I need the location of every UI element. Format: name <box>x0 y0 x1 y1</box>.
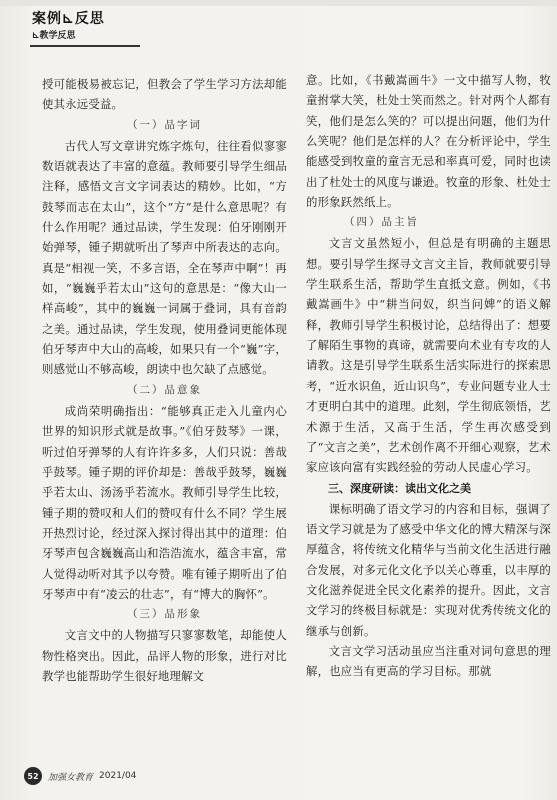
column-title: 案例⊾反思 <box>32 11 105 27</box>
paragraph-theme: 文言文虽然短小，但总是有明确的主题思想。要引导学生探寻文言文主旨，教师就要引导学生联系生活，帮助学生直抵文意。例如，《书戴嵩画牛》中“耕当问奴，织当问婢”的语义解释，教师引导学生积极讨论，总结得出了：想要了解陌生事物的真谛，就需要向术业有专攻的人请教。这是引导学生联系生活实际进行的探索思考，“近水识鱼，近山识鸟”，专业问题专业人士才更明白其中的道理。此刻，学生彻底领悟，艺术源于生活，又高于生活，学生再次感受到了“文言之美”，艺术创作离不开细心观察，艺术家应该向富有实践经验的劳动人民虚心学习。 <box>306 236 551 475</box>
magazine-name: 加强女教育 <box>48 772 94 783</box>
paragraph-imagery: 成尚荣明确指出：“能够真正走入儿童内心世界的知识形式就是故事。”《伯牙鼓琴》一课，听过伯牙弹琴的人有许许多多，人们只说：善哉乎鼓琴。锺子期的评价却是：善哉乎鼓琴，巍巍乎若太山、汤汤乎若流水。教师引导学生比较，锺子期的赞叹和人们的赞叹有什么不同？学生展开热烈讨论，经过深入探讨得出其中的道理：伯牙琴声包含巍巍高山和浩浩流水，蕴含丰富，常人觉得动听对其予以夸赞。唯有锺子期听出了伯牙琴声中有“凌云的壮志”，有“博大的胸怀”。 <box>42 403 287 601</box>
page-footer <box>24 767 136 785</box>
paragraph-continued: 授可能极易被忘记，但教会了学生学习方法却能使其永远受益。 <box>42 77 287 112</box>
section-heading-character: （三）品形象 <box>127 608 202 621</box>
page-number: 52 <box>24 767 42 785</box>
issue-date: 2021/04 <box>99 771 137 781</box>
paragraph-culture: 课标明确了语文学习的内容和目标，强调了语文学习就是为了感受中华文化的博大精深与深厚蕴含，将传统文化精华与当前文化生活进行融合发展，对多元化文化予以关心尊重，以丰厚的文化滋养促进全民文化素养的提升。因此，文言文学习的终极目标就是：实现对优秀传统文化的继承与创新。 <box>306 501 551 638</box>
section-heading-words: （一）品字词 <box>127 118 202 131</box>
section-heading-theme: （四）品主旨 <box>344 216 419 229</box>
paragraph-character: 文言文中的人物描写只寥寥数笔，却能使人物性格突出。因此，品评人物的形象，进行对比教学也能帮助学生很好地理解文 <box>42 628 287 683</box>
column-subtitle: ⊾教学反思 <box>32 31 76 41</box>
section-heading-imagery: （二）品意象 <box>127 383 202 396</box>
header-rule <box>30 45 140 47</box>
header-strip <box>0 0 557 6</box>
paragraph-closing: 文言文学习活动虽应当注重对词句意思的理解，也应当有更高的学习目标。那就 <box>306 643 551 679</box>
paragraph-words: 古代人写文章讲究炼字炼句，往往看似寥寥数语就表达了丰富的意蕴。教师要引导学生细品注释，感悟文言文字词表达的精妙。比如，“方鼓琴而志在太山”，这个“方”是什么意思呢？有什么作用呢？通过品读，学生发现：伯牙刚刚开始弹琴，锺子期就听出了琴声中所表达的志向。真是“相视一笑，不多言语，全在琴声中啊”！再如，“巍巍乎若太山”这句的意思是：“像大山一样高峻”，其中的巍巍一词属于叠词，具有音韵之美。通过品读，学生发现，使用叠词更能体现伯牙琴声中大山的高峻，如果只有一个“巍”字，则感觉山不够高峻，朗读中也欠缺了点感觉。 <box>42 138 287 377</box>
left-column <box>42 74 287 686</box>
paragraph-continued-right: 意。比如，《书戴嵩画牛》一文中描写人物，牧童拊掌大笑，杜处士笑而然之。针对两个人都有笑，他们是怎么笑的？可以提出问题，他们为什么笑呢？他们是怎样的人？在分析评论中，学生能感受到牧童的童言无忌和率真可爱，同时也读出了杜处士的风度与谦逊。牧童的形象、杜处士的形象跃然纸上。 <box>306 73 551 210</box>
section-heading-culture: 三、深度研读：读出文化之美 <box>328 481 471 495</box>
right-column <box>306 70 551 682</box>
